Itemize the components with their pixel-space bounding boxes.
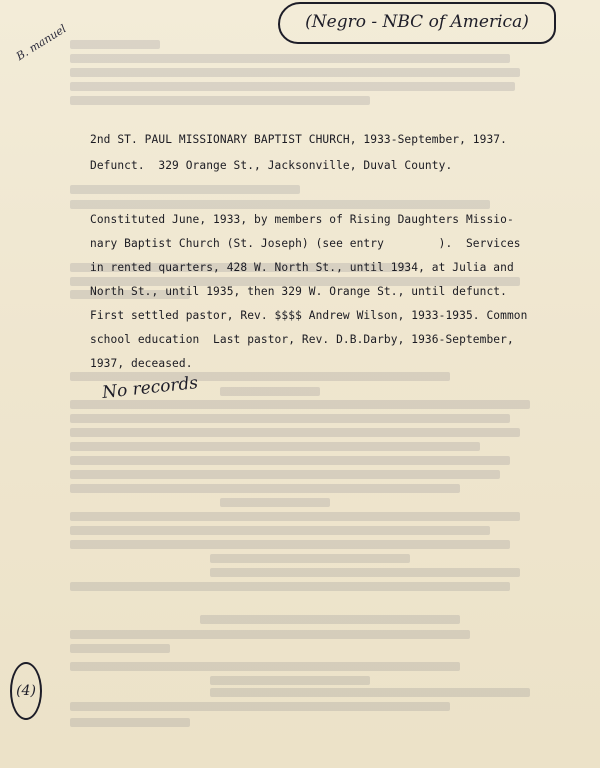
entry-line: nary Baptist Church (St. Joseph) (see entry ). Services	[90, 237, 521, 250]
handwritten-annotation: (Negro - NBC of America)	[278, 2, 556, 44]
entry-line: First settled pastor, Rev. $$$$ Andrew Wilson, 1933-1935. Common	[90, 309, 528, 322]
entry-line: 2nd ST. PAUL MISSIONARY BAPTIST CHURCH, 1933-September, 1937.	[90, 133, 507, 146]
entry-line: in rented quarters, 428 W. North St., until 1934, at Julia and	[90, 261, 514, 274]
entry-line: North St., until 1935, then 329 W. Orange St., until defunct.	[90, 285, 507, 298]
handwritten-note: No records	[101, 373, 199, 403]
margin-note: B. manuel	[14, 22, 69, 64]
entry-line: Constituted June, 1933, by members of Rising Daughters Missio-	[90, 213, 514, 226]
entry-line: 1937, deceased.	[90, 357, 193, 370]
entry-line: Defunct. 329 Orange St., Jacksonville, Duval County.	[90, 159, 453, 172]
entry-line: school education Last pastor, Rev. D.B.Darby, 1936-September,	[90, 333, 514, 346]
page-number-mark: (4)	[10, 662, 42, 720]
